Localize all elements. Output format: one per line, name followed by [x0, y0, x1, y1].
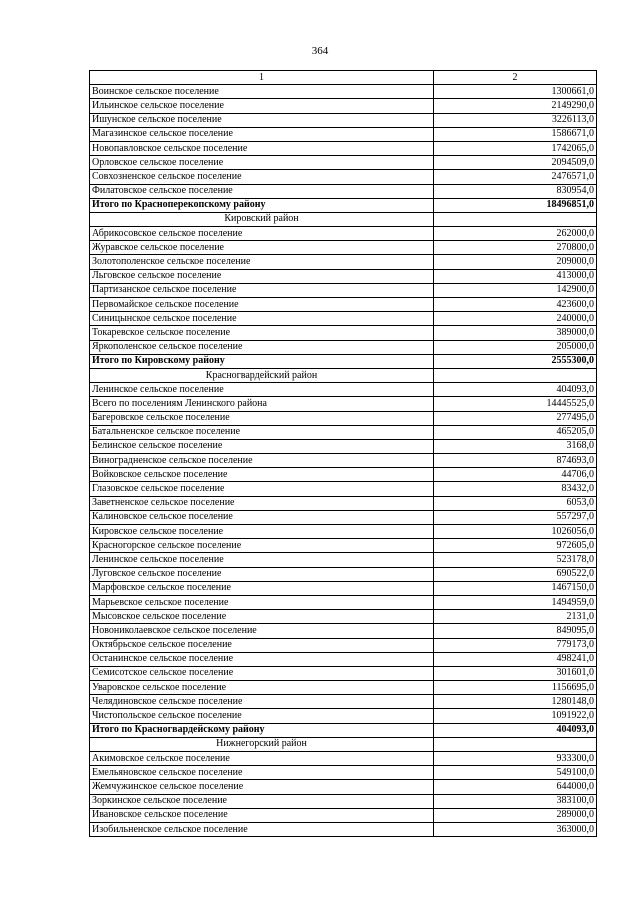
amount-value: 1742065,0	[434, 141, 597, 155]
table-row	[90, 482, 597, 496]
table-row	[90, 766, 597, 780]
amount-value: 465205,0	[434, 425, 597, 439]
amount-value: 1467150,0	[434, 581, 597, 595]
settlement-name: Льговское сельское поселение	[90, 269, 434, 283]
settlement-name: Орловское сельское поселение	[90, 156, 434, 170]
amount-value: 2476571,0	[434, 170, 597, 184]
amount-value: 523178,0	[434, 553, 597, 567]
amount-value: 404093,0	[434, 383, 597, 397]
amount-value: 142900,0	[434, 283, 597, 297]
settlement-name: Всего по поселениям Ленинского района	[90, 397, 434, 411]
settlement-name: Семисотское сельское поселение	[90, 666, 434, 680]
total-value: 404093,0	[434, 723, 597, 737]
table-row	[90, 326, 597, 340]
settlement-name: Ленинское сельское поселение	[90, 383, 434, 397]
table-row	[90, 496, 597, 510]
settlement-name: Партизанское сельское поселение	[90, 283, 434, 297]
settlement-name: Воинское сельское поселение	[90, 85, 434, 99]
table-row	[90, 567, 597, 581]
table-row	[90, 581, 597, 595]
amount-value: 1091922,0	[434, 709, 597, 723]
amount-value: 262000,0	[434, 227, 597, 241]
amount-value: 933300,0	[434, 752, 597, 766]
settlement-name: Луговское сельское поселение	[90, 567, 434, 581]
settlement-name: Батальненское сельское поселение	[90, 425, 434, 439]
budget-table	[89, 70, 597, 837]
table-row	[90, 624, 597, 638]
table-body	[90, 85, 597, 837]
table-row	[90, 99, 597, 113]
amount-value: 423600,0	[434, 298, 597, 312]
table-row	[90, 156, 597, 170]
table-row	[90, 227, 597, 241]
settlement-name: Жемчужинское сельское поселение	[90, 780, 434, 794]
settlement-name: Красногорское сельское поселение	[90, 539, 434, 553]
settlement-name: Журавское сельское поселение	[90, 241, 434, 255]
column-header-2: 2	[434, 71, 597, 85]
table-row	[90, 255, 597, 269]
settlement-name: Яркополенское сельское поселение	[90, 340, 434, 354]
table-row	[90, 241, 597, 255]
total-value: 18496851,0	[434, 198, 597, 212]
table-row	[90, 269, 597, 283]
table-row	[90, 780, 597, 794]
amount-value: 1156695,0	[434, 681, 597, 695]
settlement-name: Заветненское сельское поселение	[90, 496, 434, 510]
table-header-row	[90, 71, 597, 85]
table-row	[90, 595, 597, 609]
amount-value: 498241,0	[434, 652, 597, 666]
amount-value: 6053,0	[434, 496, 597, 510]
settlement-name: Белинское сельское поселение	[90, 439, 434, 453]
amount-value: 289000,0	[434, 808, 597, 822]
column-header-1: 1	[90, 71, 434, 85]
table-row	[90, 127, 597, 141]
settlement-name: Зоркинское сельское поселение	[90, 794, 434, 808]
page-number: 364	[311, 45, 329, 57]
amount-value: 44706,0	[434, 468, 597, 482]
total-row	[90, 198, 597, 212]
district-name: Нижнегорский район	[90, 737, 434, 751]
settlement-name: Первомайское сельское поселение	[90, 298, 434, 312]
settlement-name: Ленинское сельское поселение	[90, 553, 434, 567]
table-row	[90, 439, 597, 453]
amount-value: 383100,0	[434, 794, 597, 808]
settlement-name: Синицынское сельское поселение	[90, 312, 434, 326]
table-row	[90, 468, 597, 482]
total-row	[90, 723, 597, 737]
total-label: Итого по Красногвардейскому району	[90, 723, 434, 737]
amount-value: 2149290,0	[434, 99, 597, 113]
table-row	[90, 652, 597, 666]
table-row	[90, 681, 597, 695]
amount-value: 690522,0	[434, 567, 597, 581]
amount-value: 1300661,0	[434, 85, 597, 99]
table-row	[90, 709, 597, 723]
table-row	[90, 411, 597, 425]
amount-value: 1280148,0	[434, 695, 597, 709]
table-row	[90, 85, 597, 99]
amount-value: 83432,0	[434, 482, 597, 496]
settlement-name: Мысовское сельское поселение	[90, 610, 434, 624]
settlement-name: Ишунское сельское поселение	[90, 113, 434, 127]
total-label: Итого по Красноперекопскому району	[90, 198, 434, 212]
amount-value: 2131,0	[434, 610, 597, 624]
amount-value: 1026056,0	[434, 525, 597, 539]
amount-value: 3168,0	[434, 439, 597, 453]
table-row	[90, 425, 597, 439]
settlement-name: Глазовское сельское поселение	[90, 482, 434, 496]
settlement-name: Новопавловское сельское поселение	[90, 141, 434, 155]
table-row	[90, 510, 597, 524]
table-row	[90, 525, 597, 539]
district-name: Кировский район	[90, 212, 434, 226]
table-row	[90, 184, 597, 198]
district-header-row	[90, 212, 597, 226]
settlement-name: Ивановское сельское поселение	[90, 808, 434, 822]
empty-cell	[434, 737, 597, 751]
table-row	[90, 141, 597, 155]
settlement-name: Магазинское сельское поселение	[90, 127, 434, 141]
amount-value: 3226113,0	[434, 113, 597, 127]
amount-value: 830954,0	[434, 184, 597, 198]
settlement-name: Емельяновское сельское поселение	[90, 766, 434, 780]
settlement-name: Багеровское сельское поселение	[90, 411, 434, 425]
table-row	[90, 312, 597, 326]
table-row	[90, 752, 597, 766]
table-row	[90, 553, 597, 567]
amount-value: 549100,0	[434, 766, 597, 780]
amount-value: 277495,0	[434, 411, 597, 425]
settlement-name: Акимовское сельское поселение	[90, 752, 434, 766]
total-label: Итого по Кировскому району	[90, 354, 434, 368]
total-value: 2555300,0	[434, 354, 597, 368]
amount-value: 874693,0	[434, 454, 597, 468]
amount-value: 205000,0	[434, 340, 597, 354]
total-row	[90, 354, 597, 368]
amount-value: 270800,0	[434, 241, 597, 255]
table-row	[90, 610, 597, 624]
district-header-row	[90, 368, 597, 382]
settlement-name: Кировское сельское поселение	[90, 525, 434, 539]
amount-value: 209000,0	[434, 255, 597, 269]
table-row	[90, 638, 597, 652]
settlement-name: Октябрьское сельское поселение	[90, 638, 434, 652]
table-row	[90, 794, 597, 808]
district-name: Красногвардейский район	[90, 368, 434, 382]
settlement-name: Останинское сельское поселение	[90, 652, 434, 666]
settlement-name: Челядиновское сельское поселение	[90, 695, 434, 709]
amount-value: 1586671,0	[434, 127, 597, 141]
table-row	[90, 397, 597, 411]
settlement-name: Золотополенское сельское поселение	[90, 255, 434, 269]
settlement-name: Марьевское сельское поселение	[90, 595, 434, 609]
table-row	[90, 695, 597, 709]
amount-value: 972605,0	[434, 539, 597, 553]
amount-value: 363000,0	[434, 822, 597, 836]
empty-cell	[434, 368, 597, 382]
amount-value: 849095,0	[434, 624, 597, 638]
empty-cell	[434, 212, 597, 226]
table-row	[90, 170, 597, 184]
settlement-name: Изобильненское сельское поселение	[90, 822, 434, 836]
amount-value: 240000,0	[434, 312, 597, 326]
settlement-name: Совхозненское сельское поселение	[90, 170, 434, 184]
amount-value: 2094509,0	[434, 156, 597, 170]
amount-value: 779173,0	[434, 638, 597, 652]
settlement-name: Марфовское сельское поселение	[90, 581, 434, 595]
table-row	[90, 454, 597, 468]
table-row	[90, 283, 597, 297]
settlement-name: Токаревское сельское поселение	[90, 326, 434, 340]
amount-value: 389000,0	[434, 326, 597, 340]
table-row	[90, 383, 597, 397]
settlement-name: Виноградненское сельское поселение	[90, 454, 434, 468]
settlement-name: Ильинское сельское поселение	[90, 99, 434, 113]
settlement-name: Филатовское сельское поселение	[90, 184, 434, 198]
amount-value: 301601,0	[434, 666, 597, 680]
settlement-name: Чистопольское сельское поселение	[90, 709, 434, 723]
amount-value: 644000,0	[434, 780, 597, 794]
table-row	[90, 666, 597, 680]
amount-value: 557297,0	[434, 510, 597, 524]
table-row	[90, 340, 597, 354]
amount-value: 14445525,0	[434, 397, 597, 411]
amount-value: 1494959,0	[434, 595, 597, 609]
table-row	[90, 539, 597, 553]
settlement-name: Абрикосовское сельское поселение	[90, 227, 434, 241]
district-header-row	[90, 737, 597, 751]
settlement-name: Калиновское сельское поселение	[90, 510, 434, 524]
table-row	[90, 298, 597, 312]
table-row	[90, 113, 597, 127]
table-row	[90, 822, 597, 836]
amount-value: 413000,0	[434, 269, 597, 283]
table-row	[90, 808, 597, 822]
settlement-name: Новониколаевское сельское поселение	[90, 624, 434, 638]
settlement-name: Войковское сельское поселение	[90, 468, 434, 482]
settlement-name: Уваровское сельское поселение	[90, 681, 434, 695]
